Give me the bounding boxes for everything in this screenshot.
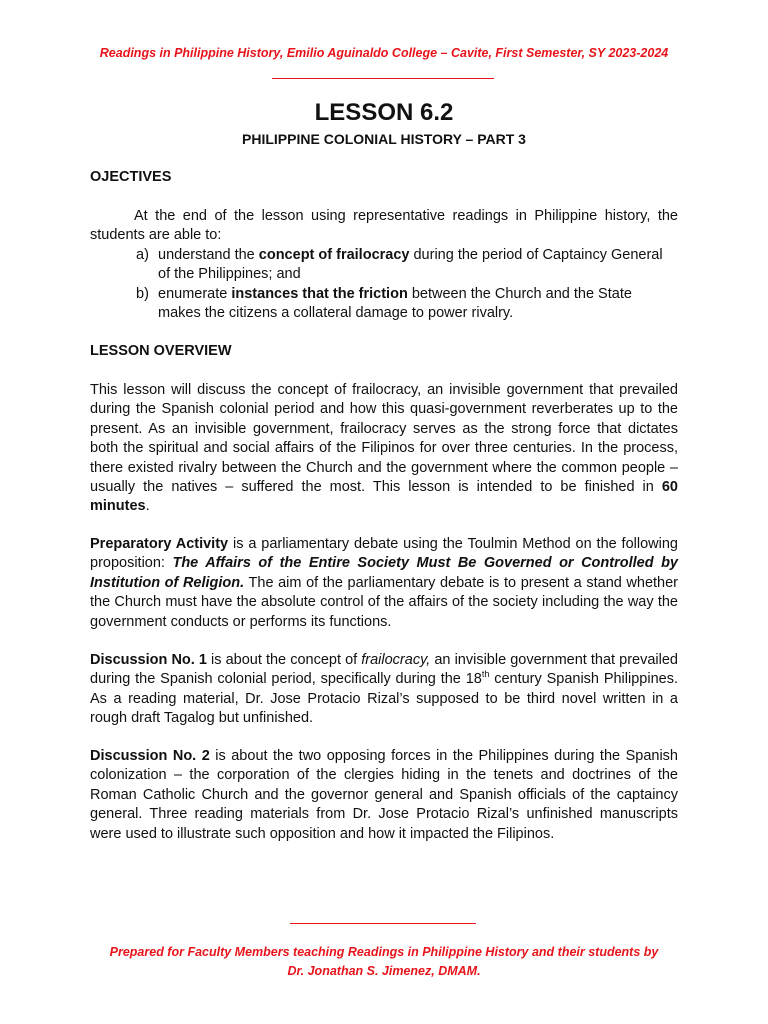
discussion-2-paragraph: Discussion No. 2 is about the two opposing forces in the Philippines during the Spanish colonization – the corporation of the clergies hiding in the tenets and doctrines of the Roman Catholic Church and the governor general and Spanish officials of the captaincy general. Three reading materials from Dr. Jose Protacio Rizal’s unfinished manuscripts were used to illustrate such opposition and how it impacted the Filipinos. [90, 748, 678, 842]
page-header: Readings in Philippine History, Emilio Aguinaldo College – Cavite, First Semester, SY 2023-2024 [99, 46, 669, 60]
header-divider [272, 78, 494, 79]
footer-divider [290, 923, 476, 924]
page-footer: Prepared for Faculty Members teaching Readings in Philippine History and their students by Dr. Jonathan S. Jimenez, DMAM. [109, 945, 659, 978]
objective-item-b [136, 285, 678, 324]
objectives-intro: At the end of the lesson using representative readings in Philippine history, the students are able to: [90, 208, 678, 244]
preparatory-activity-paragraph: Preparatory Activity is a parliamentary debate using the Toulmin Method on the following proposition: The Affairs of the Entire Society Must Be Governed or Controlled by Institution of Religion. The aim of the parliamentary debate is to present a stand whether the Church must have the absolute control of the affairs of the society including the way the government conducts or performs its functions. [90, 536, 679, 630]
objective-letter: b) [136, 286, 149, 302]
objective-text: understand the concept of frailocracy during the period of Captaincy General of the Philippines; and [158, 247, 663, 283]
objective-text: enumerate instances that the friction between the Church and the State makes the citizens a collateral damage to power rivalry. [158, 286, 632, 322]
lesson-subtitle: PHILIPPINE COLONIAL HISTORY – PART 3 [242, 131, 526, 147]
overview-paragraph: This lesson will discuss the concept of frailocracy, an invisible government that prevailed during the Spanish colonial period and how this quasi-government reverberates up to the present. As an invisible government, frailocracy serves as the strong force that dictates both the spiritual and social affairs of the Filipinos for over three centuries. In the process, there existed rivalry between the Church and the government where the common people – usually the natives – suffered the most. This lesson is intended to be finished in 60 minutes. [90, 382, 678, 515]
discussion-1-paragraph: Discussion No. 1 is about the concept of frailocracy, an invisible government that prevailed during the Spanish colonial period, specifically during the 18th century Spanish Philippines. As a reading material, Dr. Jose Protacio Rizal’s supposed to be third novel written in a rough draft Tagalog but unfinished. [90, 652, 679, 727]
objective-letter: a) [136, 247, 149, 263]
objective-item-a [136, 246, 678, 285]
lesson-title: LESSON 6.2 [314, 99, 454, 126]
lesson-overview-heading: LESSON OVERVIEW [90, 343, 232, 359]
objectives-heading: OJECTIVES [90, 169, 172, 185]
